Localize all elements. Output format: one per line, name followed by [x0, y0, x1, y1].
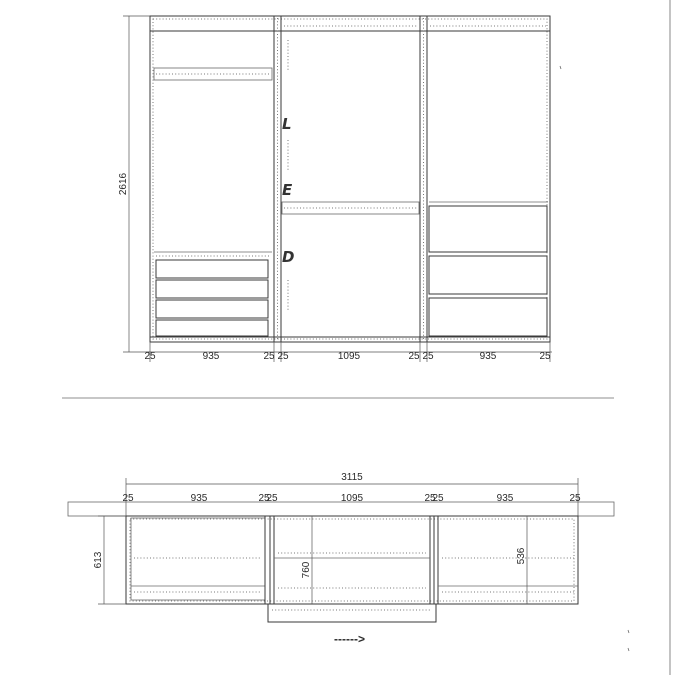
partition-right [420, 16, 427, 342]
side-letter-e: E [282, 181, 293, 199]
plan-partitions [265, 516, 438, 604]
plan-sliding-door-track [268, 604, 436, 622]
front-dim-2: 935 [202, 351, 220, 362]
direction-arrow: ------> [334, 632, 365, 646]
left-drawer-2 [156, 280, 268, 298]
middle-section [282, 26, 419, 310]
depth-left-label: 613 [93, 551, 104, 569]
front-dim-1: 25 [144, 351, 156, 362]
left-drawer-1 [156, 260, 268, 278]
stray-mark [560, 66, 561, 69]
wall-band [68, 502, 614, 516]
front-dim-8: 935 [479, 351, 497, 362]
wardrobe-inner-dots [153, 19, 547, 339]
plan-dim-1: 25 [122, 493, 134, 504]
right-section [429, 26, 548, 336]
plan-dim-3: 25 [258, 493, 270, 504]
plan-dim-9: 25 [569, 493, 581, 504]
wardrobe-outline [150, 16, 550, 342]
plan-dim-6: 25 [424, 493, 436, 504]
plan-view [68, 472, 614, 646]
left-hanging-rail [154, 68, 272, 80]
plan-outline [126, 516, 578, 604]
front-dim-7: 25 [422, 351, 434, 362]
plan-inner-dots [130, 519, 574, 601]
middle-shelf [282, 202, 419, 214]
total-width-label: 3115 [341, 472, 363, 483]
plan-dim-4: 25 [266, 493, 278, 504]
side-letter-d: D [282, 248, 295, 266]
front-dim-6: 25 [408, 351, 420, 362]
stray-mark [628, 648, 629, 651]
front-dim-3: 25 [263, 351, 275, 362]
right-drawer-3 [429, 298, 547, 336]
partition-left [274, 16, 281, 342]
height-label: 2616 [118, 172, 129, 196]
front-dim-9: 25 [539, 351, 551, 362]
plan-dim-7: 25 [432, 493, 444, 504]
front-dim-4: 25 [277, 351, 289, 362]
right-drawer-2 [429, 256, 547, 294]
left-drawer-4 [156, 320, 268, 336]
side-letter-l: L [282, 115, 292, 133]
stray-mark [628, 630, 629, 633]
plan-dim-2: 935 [190, 493, 208, 504]
plan-left-module [131, 518, 265, 600]
plan-dim-8: 935 [496, 493, 514, 504]
right-drawer-1 [429, 206, 547, 252]
depth-right-label: 536 [516, 547, 527, 565]
left-drawer-3 [156, 300, 268, 318]
plan-dim-5: 1095 [340, 493, 364, 504]
front-elevation [118, 16, 552, 362]
left-section [154, 68, 272, 336]
front-dim-5: 1095 [337, 351, 361, 362]
depth-middle-label: 760 [301, 561, 312, 579]
